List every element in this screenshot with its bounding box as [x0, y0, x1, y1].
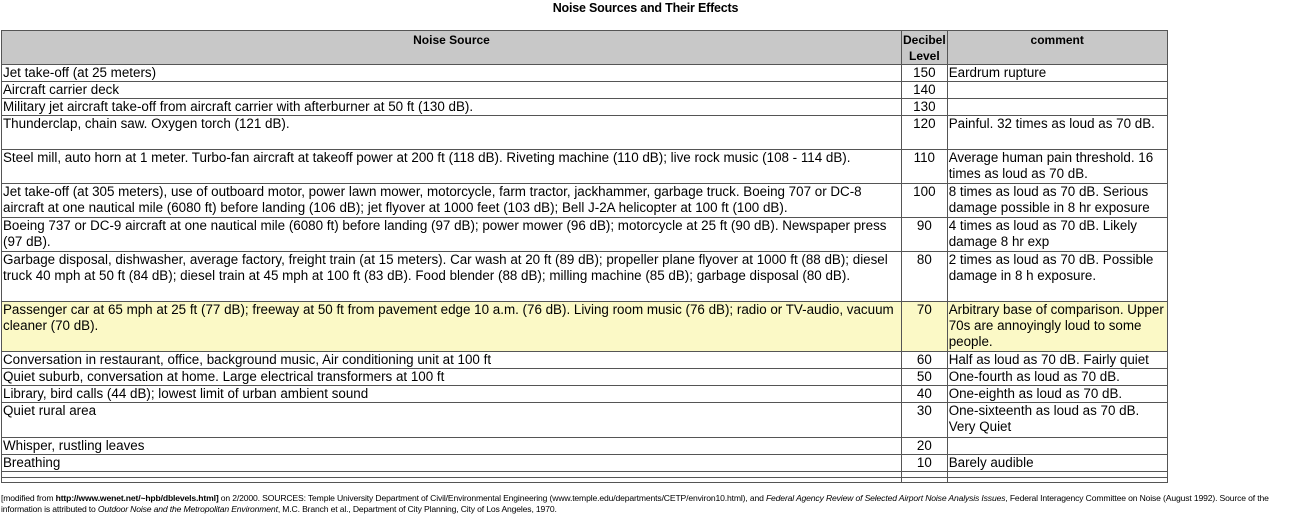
cell-decibel: 90 — [902, 218, 948, 252]
cell-source: Jet take-off (at 25 meters) — [2, 65, 902, 82]
table-spacer-row — [2, 478, 1168, 483]
cell-comment: Barely audible — [947, 455, 1167, 472]
footnote-italic-title: Outdoor Noise and the Metropolitan Environment — [97, 504, 278, 514]
footnote-text: on 2/2000. SOURCES: Temple University Department of Civil/Environmental Engineering (www.temple.edu/departments/CETP/environ10.html), and — [218, 493, 766, 503]
cell-source: Military jet aircraft take-off from aircraft carrier with afterburner at 50 ft (130 dB). — [2, 99, 902, 116]
cell-comment — [947, 82, 1167, 99]
cell-comment: Painful. 32 times as loud as 70 dB. — [947, 116, 1167, 150]
source-footnote — [1, 493, 1286, 515]
table-row — [2, 82, 1168, 99]
noise-table — [1, 30, 1168, 483]
table-row — [2, 184, 1168, 218]
table-row — [2, 386, 1168, 403]
empty-cell — [902, 478, 948, 483]
cell-decibel: 150 — [902, 65, 948, 82]
cell-comment: 4 times as loud as 70 dB. Likely damage 8 hr exp — [947, 218, 1167, 252]
cell-comment: 8 times as loud as 70 dB. Serious damage possible in 8 hr exposure — [947, 184, 1167, 218]
table-row — [2, 150, 1168, 184]
cell-source: Breathing — [2, 455, 902, 472]
cell-source: Jet take-off (at 305 meters), use of outboard motor, power lawn mower, motorcycle, farm tractor, jackhammer, garbage truck. Boeing 707 or DC-8 aircraft at one nautical mile (6080 ft) before landing (106 dB); jet flyover at 1000 feet (103 dB); Bell J-2A helicopter at 100 ft (100 dB). — [2, 184, 902, 218]
cell-source: Boeing 737 or DC-9 aircraft at one nautical mile (6080 ft) before landing (97 dB); power mower (96 dB); motorcycle at 25 ft (90 dB). Newspaper press (97 dB). — [2, 218, 902, 252]
cell-comment: One-sixteenth as loud as 70 dB. Very Quiet — [947, 403, 1167, 438]
cell-comment — [947, 99, 1167, 116]
cell-source: Conversation in restaurant, office, background music, Air conditioning unit at 100 ft — [2, 352, 902, 369]
table-row-highlighted — [2, 302, 1168, 352]
cell-source: Library, bird calls (44 dB); lowest limit of urban ambient sound — [2, 386, 902, 403]
footnote-text: , Federal Interagency Committee on Noise (August 1992). Source of the information is attributed to — [1, 493, 1269, 514]
cell-source: Garbage disposal, dishwasher, average factory, freight train (at 15 meters). Car wash at 20 ft (89 dB); propeller plane flyover at 1000 ft (88 dB); diesel truck 40 mph at 50 ft (84 dB); diesel train at 45 mph at 100 ft (83 dB). Food blender (88 dB); milling machine (85 dB); garbage disposal (80 dB). — [2, 252, 902, 302]
cell-comment: One-eighth as loud as 70 dB. — [947, 386, 1167, 403]
header-decibel-line2: Level — [909, 49, 940, 63]
table-row — [2, 218, 1168, 252]
table-row — [2, 65, 1168, 82]
cell-decibel: 100 — [902, 184, 948, 218]
table-row — [2, 99, 1168, 116]
footnote-italic-title: Federal Agency Review of Selected Airport Noise Analysis Issues — [765, 493, 1006, 503]
cell-decibel: 120 — [902, 116, 948, 150]
cell-decibel: 80 — [902, 252, 948, 302]
cell-comment: Arbitrary base of comparison. Upper 70s are annoyingly loud to some people. — [947, 302, 1167, 352]
cell-decibel: 20 — [902, 438, 948, 455]
table-row — [2, 252, 1168, 302]
cell-decibel: 140 — [902, 82, 948, 99]
empty-cell — [947, 478, 1167, 483]
cell-source: Whisper, rustling leaves — [2, 438, 902, 455]
cell-decibel: 70 — [902, 302, 948, 352]
table-row — [2, 352, 1168, 369]
table-row — [2, 116, 1168, 150]
table-row — [2, 369, 1168, 386]
cell-source: Steel mill, auto horn at 1 meter. Turbo-fan aircraft at takeoff power at 200 ft (118 dB). Riveting machine (110 dB); live rock music (108 - 114 dB). — [2, 150, 902, 184]
cell-decibel: 10 — [902, 455, 948, 472]
cell-comment — [947, 438, 1167, 455]
table-row — [2, 455, 1168, 472]
cell-comment: 2 times as loud as 70 dB. Possible damage in 8 h exposure. — [947, 252, 1167, 302]
empty-cell — [2, 478, 902, 483]
header-noise-source: Noise Source — [2, 31, 902, 65]
cell-comment: One-fourth as loud as 70 dB. — [947, 369, 1167, 386]
cell-decibel: 110 — [902, 150, 948, 184]
page-title: Noise Sources and Their Effects — [552, 1, 739, 15]
footnote-text: , M.C. Branch et al., Department of City Planning, City of Los Angeles, 1970. — [277, 504, 557, 514]
table-header-row — [2, 31, 1168, 65]
header-decibel-level — [902, 31, 948, 65]
cell-decibel: 50 — [902, 369, 948, 386]
header-decibel-line1: Decibel — [903, 33, 946, 47]
cell-decibel: 30 — [902, 403, 948, 438]
cell-decibel: 40 — [902, 386, 948, 403]
cell-source: Thunderclap, chain saw. Oxygen torch (121 dB). — [2, 116, 902, 150]
cell-comment: Eardrum rupture — [947, 65, 1167, 82]
cell-source: Quiet rural area — [2, 403, 902, 438]
table-row — [2, 403, 1168, 438]
footnote-text: [modified from — [1, 493, 56, 503]
cell-comment: Half as loud as 70 dB. Fairly quiet — [947, 352, 1167, 369]
header-comment: comment — [947, 31, 1167, 65]
cell-source: Passenger car at 65 mph at 25 ft (77 dB); freeway at 50 ft from pavement edge 10 a.m. (76 dB). Living room music (76 dB); radio or TV-audio, vacuum cleaner (70 dB). — [2, 302, 902, 352]
cell-source: Quiet suburb, conversation at home. Large electrical transformers at 100 ft — [2, 369, 902, 386]
cell-decibel: 130 — [902, 99, 948, 116]
cell-decibel: 60 — [902, 352, 948, 369]
cell-comment: Average human pain threshold. 16 times as loud as 70 dB. — [947, 150, 1167, 184]
footnote-url: http://www.wenet.net/~hpb/dblevels.html] — [55, 493, 219, 503]
table-row — [2, 438, 1168, 455]
cell-source: Aircraft carrier deck — [2, 82, 902, 99]
